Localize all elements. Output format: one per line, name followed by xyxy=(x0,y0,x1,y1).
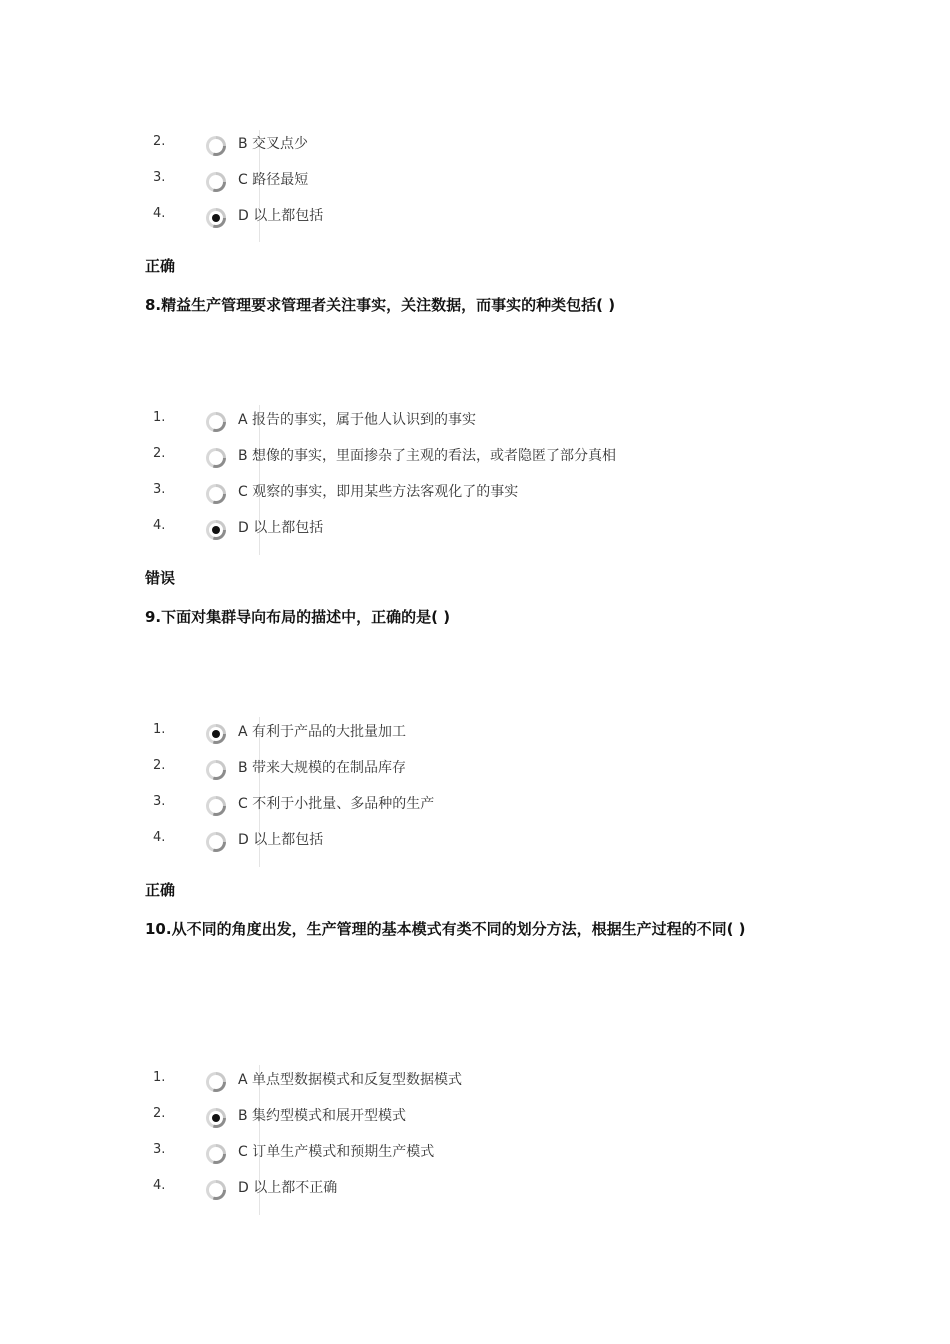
answer-result: 正确 xyxy=(145,257,176,275)
radio-button-selected[interactable] xyxy=(206,724,226,744)
option-text: B 想像的事实，里面掺杂了主观的看法，或者隐匿了部分真相 xyxy=(238,448,617,464)
radio-button-selected[interactable] xyxy=(206,1108,226,1128)
option-text: C 路径最短 xyxy=(238,172,309,188)
question-title: 8.精益生产管理要求管理者关注事实，关注数据，而事实的种类包括( ) xyxy=(145,296,616,314)
radio-button-selected[interactable] xyxy=(206,520,226,540)
option-text: B 交叉点少 xyxy=(238,136,309,152)
option-number: 1. xyxy=(153,722,166,737)
question-title: 10.从不同的角度出发，生产管理的基本模式有类不同的划分方法，根据生产过程的不同( ) xyxy=(145,920,746,938)
option-row[interactable] xyxy=(0,1106,950,1142)
radio-button[interactable] xyxy=(206,448,226,468)
option-row[interactable] xyxy=(0,134,950,170)
option-number: 1. xyxy=(153,410,166,425)
question-title: 9.下面对集群导向布局的描述中，正确的是( ) xyxy=(145,608,451,626)
option-text: A 报告的事实，属于他人认识到的事实 xyxy=(238,412,477,428)
option-text: C 订单生产模式和预期生产模式 xyxy=(238,1144,435,1160)
option-text: C 不利于小批量、多品种的生产 xyxy=(238,796,435,812)
option-text: D 以上都包括 xyxy=(238,832,324,848)
option-number: 4. xyxy=(153,206,166,221)
option-row[interactable] xyxy=(0,1178,950,1214)
radio-button[interactable] xyxy=(206,1180,226,1200)
option-text: C 观察的事实，即用某些方法客观化了的事实 xyxy=(238,484,519,500)
option-number: 1. xyxy=(153,1070,166,1085)
radio-button[interactable] xyxy=(206,760,226,780)
option-row[interactable] xyxy=(0,1070,950,1106)
radio-button[interactable] xyxy=(206,412,226,432)
option-row[interactable] xyxy=(0,518,950,554)
radio-button[interactable] xyxy=(206,796,226,816)
option-text: D 以上都不正确 xyxy=(238,1180,338,1196)
option-number: 3. xyxy=(153,482,166,497)
option-row[interactable] xyxy=(0,830,950,866)
option-row[interactable] xyxy=(0,170,950,206)
option-row[interactable] xyxy=(0,758,950,794)
option-number: 2. xyxy=(153,758,166,773)
option-row[interactable] xyxy=(0,794,950,830)
option-row[interactable] xyxy=(0,722,950,758)
option-text: B 集约型模式和展开型模式 xyxy=(238,1108,407,1124)
radio-button[interactable] xyxy=(206,832,226,852)
radio-button[interactable] xyxy=(206,136,226,156)
answer-result: 错误 xyxy=(145,569,176,587)
radio-button[interactable] xyxy=(206,172,226,192)
option-text: B 带来大规模的在制品库存 xyxy=(238,760,407,776)
option-text: D 以上都包括 xyxy=(238,208,324,224)
radio-button[interactable] xyxy=(206,1072,226,1092)
option-row[interactable] xyxy=(0,410,950,446)
option-number: 4. xyxy=(153,1178,166,1193)
option-text: A 单点型数据模式和反复型数据模式 xyxy=(238,1072,463,1088)
radio-button[interactable] xyxy=(206,484,226,504)
radio-button[interactable] xyxy=(206,1144,226,1164)
option-number: 2. xyxy=(153,1106,166,1121)
option-number: 4. xyxy=(153,518,166,533)
option-number: 2. xyxy=(153,446,166,461)
option-number: 2. xyxy=(153,134,166,149)
option-row[interactable] xyxy=(0,446,950,482)
option-number: 3. xyxy=(153,170,166,185)
radio-button-selected[interactable] xyxy=(206,208,226,228)
option-text: A 有利于产品的大批量加工 xyxy=(238,724,407,740)
answer-result: 正确 xyxy=(145,881,176,899)
option-number: 3. xyxy=(153,794,166,809)
option-row[interactable] xyxy=(0,482,950,518)
option-row[interactable] xyxy=(0,206,950,242)
option-text: D 以上都包括 xyxy=(238,520,324,536)
option-row[interactable] xyxy=(0,1142,950,1178)
option-number: 3. xyxy=(153,1142,166,1157)
option-number: 4. xyxy=(153,830,166,845)
